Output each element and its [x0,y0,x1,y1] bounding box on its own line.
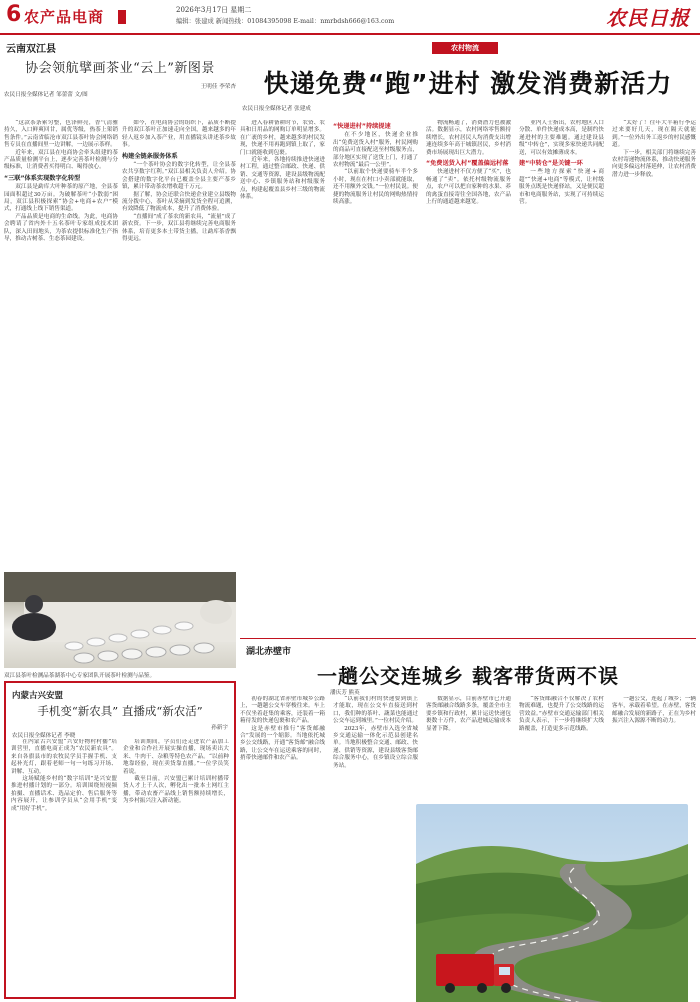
paragraph: 在内蒙古兴安盟“兴安好物村村播”培训营里，直播电商正成为“农民新农具”。来自各旗县市的农牧民学员手握手机、支起补光灯，跟着老师一句一句练习开场、讲解、互动。 [11,739,117,775]
article3-byline: 潘庆芳 熊英 [330,690,360,696]
paragraph: 下一步，相关部门将继续完善农村寄递物流体系，推动快递服务向更多偏远村落延伸，让农村消费潜力进一步释放。 [612,149,696,178]
paragraph: 快递进村不仅方便了“买”，也畅通了“卖”。依托村级物流服务点，农户可以把自家种的水果、养的禽蛋直接寄往全国各地，农产品上行的通道越来越宽。 [426,169,511,206]
article1-place: 云南双江县 [6,44,56,55]
road-illustration [416,804,688,1002]
article1-title: 协会领航擘画茶业“云上”新图景 [25,61,215,76]
paragraph: 业内人士指出，农村地区人口分散、单件快递成本高，是制约快递进村的主要难题。通过建设县级“中转仓”，实现多家快递共同配送，可以有效摊薄成本。 [519,120,604,156]
article2-byline [12,723,228,739]
article2-authors: 孙新宇 [211,725,228,731]
article3-column-1 [240,696,325,992]
article3-place: 湖北赤壁市 [246,647,292,657]
paragraph: 近年来，各地持续推进快递进村工程，通过整合邮政、快递、供销、交通等资源，建设县级物流配送中心、乡镇服务站和村级服务点，构建起覆盖县乡村三级的物流体系。 [240,157,325,201]
paragraph: “这款茶条索匀整，色泽鲜亮，香气清雅持久，入口鲜爽回甘，属优等级，热茶上架销售条件。”云南省临沧市双江县茶叶协会网络销售专员在直播间里一边讲解，一边展示茶样。 [4,120,118,149]
paragraph: 这场赋能乡村的“数字培训”是兴安盟推进村播计划的一部分。培训围绕短视频拍摄、直播话术、选品定价、售后服务等内容展开，让参训学员从“会用手机”变成“用好手机”。 [11,776,117,812]
main-column-3 [426,120,511,635]
tea-photo-illustration [4,572,236,668]
page-header [0,0,700,34]
main-column-1 [240,120,325,635]
paragraph: 物流畅通了，消费潜力也被激活。数据显示，农村网络零售额持续增长，农村居民人均消费支出增速连续多年高于城镇居民，乡村消费市场展现出巨大潜力。 [426,120,511,156]
paragraph: 一些地方探索“快递+商超”“快递+电商”等模式，让村级服务点既是快递驿站，又是便民超市和电商服务站，实现了可持续运营。 [519,169,604,206]
main-article-byline: 农民日报全媒体记者 张建成 [242,106,311,112]
paragraph: 在不少地区，快递企业推出“免费送货入村”服务，村民网购的商品可直接配送至村级服务点，部分地区实现了送货上门，打通了农村物流“最后一公里”。 [333,132,418,169]
article1-byline [4,82,236,98]
column-kicker: 农村物流 [432,42,498,54]
article1-body [4,120,236,610]
paragraph: “一个茶叶协会的数字化转型，让全县茶农共享数字红利。”双江县相关负责人介绍。协会搭建的数字化平台已覆盖全县主要产茶乡镇，累计带动茶农增收超千万元。 [122,162,236,191]
main-article-body [240,120,696,635]
section-marker [118,10,126,24]
paragraph: 截至目前，兴安盟已累计培训村播带货人才上千人次，孵化出一批本土网红主播，带动农畜产品线上销售额持续增长，为乡村振兴注入新动能。 [123,776,229,805]
article1-subhead: 构建全链条服务体系 [122,152,178,160]
paragraph: “以前我们村的快递要到镇上才能取，现在公交车直接送到村口，我们种的茶叶、蔬菜也能通过公交车运到城里。”一位村民介绍。 [333,696,418,725]
paragraph: “直播间”成了茶农的新农具，“流量”成了新农资。下一步，双江县将继续完善电商服务体系，培育更多本土带货主播，让勐库茶香飘得更远。 [122,213,236,243]
paragraph: 2023年，赤壁市入选全省城乡交通运输一体化示范县创建名单。当地积极整合交通、邮政、快递、供销等资源，建设县级客货邮综合服务中心，在乡镇设立综合服务站。 [333,725,418,769]
section-divider [240,638,696,639]
article2-place: 内蒙古兴安盟 [12,691,64,701]
article2-title: 手机变“新农具” 直播成“新农活” [37,704,203,718]
article3-column-4 [519,696,604,800]
paragraph: 初春的湖北省赤壁市城乡公路上，一趟趟公交车穿梭往来。车上不仅坐着赶集的乘客，还装着一箱箱待发的快递包裹和农产品。 [240,696,325,725]
paragraph: 这是赤壁市推行“客货邮融合”发展的一个缩影。当地依托城乡公交线路，开通“客货邮”融合线路，让公交车在运送乘客的同时，捎带快递邮件和农产品。 [240,725,325,762]
article3-title: 一趟公交连城乡 载客带货两不误 [317,664,619,688]
article2-body [11,739,229,995]
article2-source: 农民日报全媒体记者 李晓 [12,733,76,739]
boxed-article [4,681,236,999]
issue-date: 2026年3月17日 星期二 [176,6,252,14]
article3-column-2 [333,696,418,992]
main-column-5 [612,120,696,635]
article3-column-5 [612,696,696,800]
page-number: 6 [6,2,22,27]
article1-column-2 [122,120,236,610]
article3-column-3 [426,696,511,800]
article1-subhead: “三联”体系实现数字化转型 [4,174,81,182]
right-area [240,40,696,1000]
main-column-4 [519,120,604,635]
paragraph: 如今，在电商协会的组织下，品质不断提升的双江茶叶正加速走向全国，越来越多的年轻人返乡加入茶产业，用直播镜头讲述茶乡故事。 [122,120,236,149]
paragraph: 培训期间，学员们还走进农产品加工企业和合作社开展实操直播，现场卖出大米、牛肉干、杂粮等特色农产品。“以前种地靠经验，现在卖货靠直播。”一位学员笑着说。 [123,739,229,775]
paragraph: 产品品质是电商的生命线。为此，电商协会聘请了省内外十五名茶叶专家组成技术团队，深入田间地头，为茶农提供标准化生产指导，推动古树茶、生态茶园建设。 [4,213,118,243]
article1-authors: 王明佳 李荣杏 [200,84,236,90]
paragraph: “太好了！往年大半箱行李运过来要好几天，现在隔天就能到。”一位外出务工返乡的村民感慨道。 [612,120,696,149]
paragraph: 进入春耕备耕时节，农资、农具和日用品的网购订单明显增多。在广袤的乡村，越来越多的村民发现，快递不用再跑到镇上取了，家门口就能收到包裹。 [240,120,325,156]
paragraph: 近年来，双江县在电商协会牵头组建的茶产品质量检测平台上，逐步完善茶叶检测与分级标准，让消费者买得明白、喝得放心。 [4,149,118,171]
main-subhead: “快递进村”持续提速 [333,123,391,130]
article2-column-1 [11,739,117,995]
paragraph: 据了解，协会还联合快递企业建立县级物流分拨中心，茶叶从采摘到发货全程可追溯，有效降低了物流成本，提升了消费体验。 [122,191,236,213]
editor-contact-line: 编辑：张建成 新闻热线：01084395098 E-mail：nmrbdsh666@163.com [176,18,395,25]
newspaper-logo: 农民日报 [606,6,690,30]
paragraph: 一趟公交，连起了城乡；一辆客车，承载着希望。在赤壁，客货邮融合发展的新路子，正在为乡村振兴注入源源不断的动力。 [612,696,696,725]
paragraph: 双江县是勐库大叶种茶的原产地，全县茶园面积超过30万亩。为破解茶叶“小散弱”困局，双江县积极探索“协会+电商+农户”模式，打通线上线下销售渠道。 [4,184,118,213]
main-subhead: 建“中转仓”是关键一环 [519,160,583,168]
main-subhead: “免费送货入村”覆盖偏远村落 [426,160,509,168]
photo-caption: 双江县茶叶检测品茶湖茶中心专家团队开展茶叶检测与品鉴。 [4,673,156,679]
main-column-2 [333,120,418,635]
section-title: 农产品电商 [24,8,105,26]
paragraph: “以前取个快递要骑车半个多小时，现在在村口小卖部就能取，还不用额外交钱。”一位村民说。便捷的物流服务让村民的网购热情持续高涨。 [333,169,418,206]
article1-source: 农民日报全媒体记者 邹蕾蕾 文/图 [4,92,88,98]
article2-column-2 [123,739,229,995]
paragraph: 数据显示，目前赤壁市已开通客货邮融合线路多条，覆盖全市主要乡镇和行政村，累计运送快递包裹数十万件，农产品进城运输成本显著下降。 [426,696,511,732]
main-article-title: 快递免费“跑”进村 激发消费新活力 [263,69,673,98]
article1-column-1 [4,120,118,610]
tea-inspection-photo [4,572,236,668]
header-rule [0,33,700,35]
paragraph: “客货邮融合不仅解决了农村物流难题，也提升了公交线路的运营效益。”赤壁市交通运输部门相关负责人表示，下一步将继续扩大线路覆盖，打造更多示范线路。 [519,696,604,732]
truck-road-photo [416,804,688,1002]
